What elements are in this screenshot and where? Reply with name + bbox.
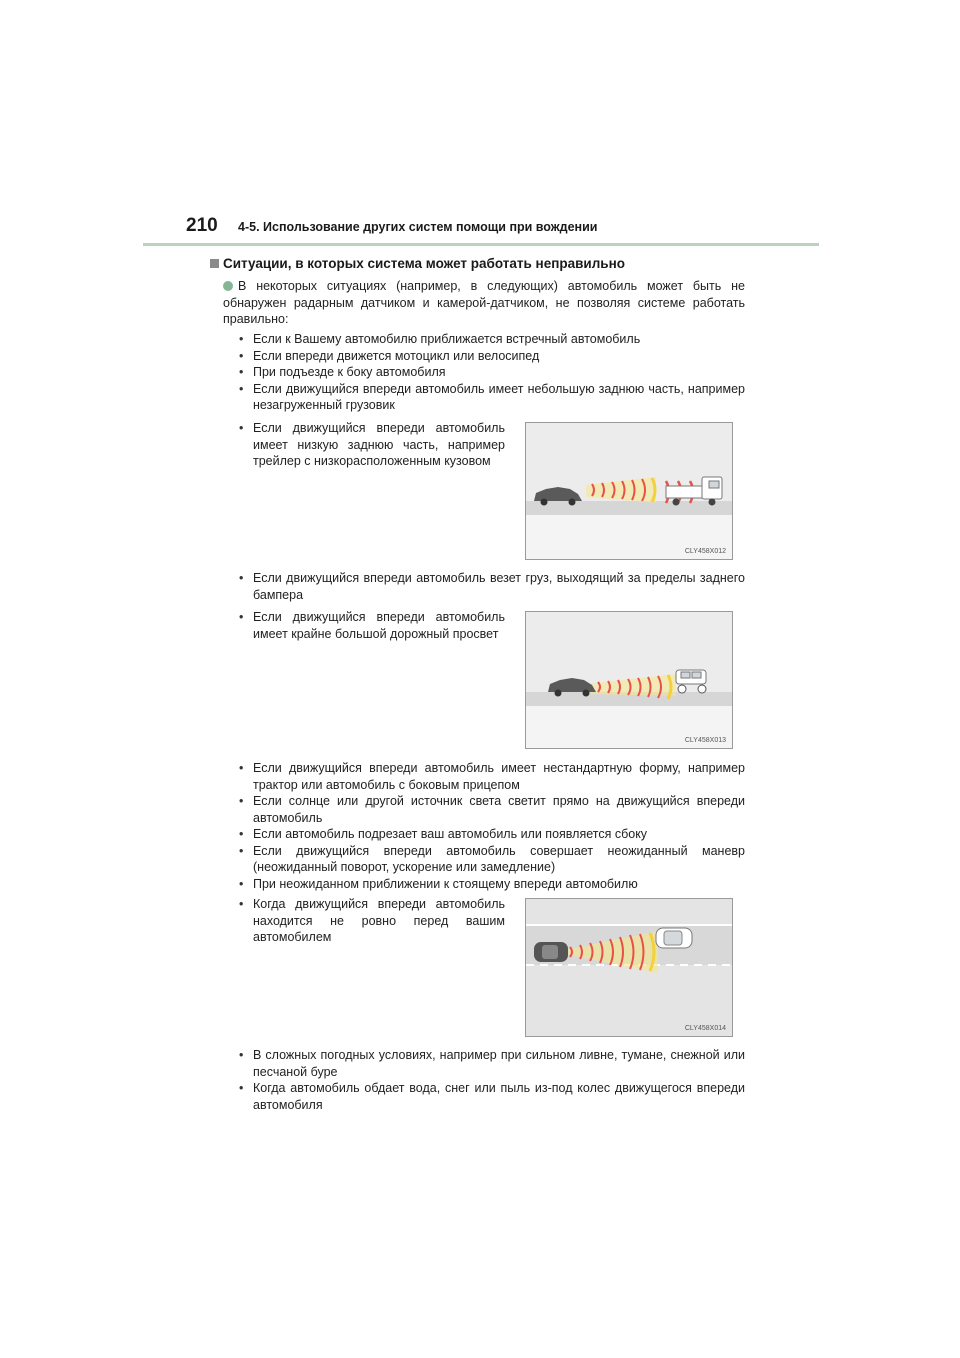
list-item: • При подъезде к боку автомобиля (238, 364, 745, 381)
list-item: • Когда движущийся впереди автомобиль находится не ровно перед вашим автомобилем (238, 896, 505, 946)
list-item: • Если движущийся впереди автомобиль имеет небольшую заднюю часть, например незагруженный грузовик (238, 381, 745, 414)
situation-list-4 (238, 609, 505, 642)
list-item: • Если движущийся впереди автомобиль везет груз, выходящий за пределы заднего бампера (238, 570, 745, 603)
figure-code: CLY458X013 (684, 737, 726, 744)
list-item: • Когда автомобиль обдает вода, снег или пыль из-под колес движущегося впереди автомобиля (238, 1080, 745, 1113)
page-number: 210 (186, 215, 218, 236)
circle-bullet-icon (223, 281, 233, 291)
situation-list-7 (238, 1047, 745, 1113)
list-item: • Если движущийся впереди автомобиль имеет низкую заднюю часть, например трейлер с низкорасположенным кузовом (238, 420, 505, 470)
offset-vehicle-illustration (526, 899, 732, 1036)
list-item: • В сложных погодных условиях, например при сильном ливне, тумане, снежной или песчаной буре (238, 1047, 745, 1080)
intro-paragraph (223, 278, 745, 328)
situation-list-3 (238, 570, 745, 603)
figure-trailer (525, 422, 733, 560)
square-bullet-icon (210, 259, 219, 268)
section-title-text: Ситуации, в которых система может работать неправильно (223, 256, 626, 271)
section-title (210, 256, 625, 271)
list-item: • Если автомобиль подрезает ваш автомобиль или появляется сбоку (238, 826, 745, 843)
list-item: • Если движущийся впереди автомобиль имеет крайне большой дорожный просвет (238, 609, 505, 642)
list-item: • Если к Вашему автомобилю приближается встречный автомобиль (238, 331, 745, 348)
list-item: • Если движущийся впереди автомобиль имеет нестандартную форму, например трактор или автомобиль с боковым прицепом (238, 760, 745, 793)
situation-list-6 (238, 896, 505, 946)
header-divider (143, 243, 819, 246)
figure-offset-vehicle (525, 898, 733, 1037)
list-item: • Если солнце или другой источник света светит прямо на движущийся впереди автомобиль (238, 793, 745, 826)
list-item: • Если движущийся впереди автомобиль совершает неожиданный маневр (неожиданный поворот, ускорение или замедление) (238, 843, 745, 876)
own-car-top-icon (534, 942, 568, 962)
chapter-title: 4-5. Использование других систем помощи при вождении (238, 220, 598, 234)
figure-code: CLY458X014 (684, 1025, 726, 1032)
situation-list-2 (238, 420, 505, 470)
figure-code: CLY458X012 (684, 548, 726, 555)
trailer-illustration (526, 423, 732, 559)
list-item: • Если впереди движется мотоцикл или велосипед (238, 348, 745, 365)
situation-list-1 (238, 331, 745, 414)
situation-list-5 (238, 760, 745, 892)
list-item: • При неожиданном приближении к стоящему впереди автомобилю (238, 876, 745, 893)
figure-high-clearance (525, 611, 733, 749)
high-clearance-illustration (526, 612, 732, 748)
front-car-top-icon (656, 928, 692, 948)
intro-text: В некоторых ситуациях (например, в следующих) автомобиль может быть не обнаружен радарным датчиком и камерой-датчиком, не позволяя системе работать правильно: (223, 279, 745, 326)
